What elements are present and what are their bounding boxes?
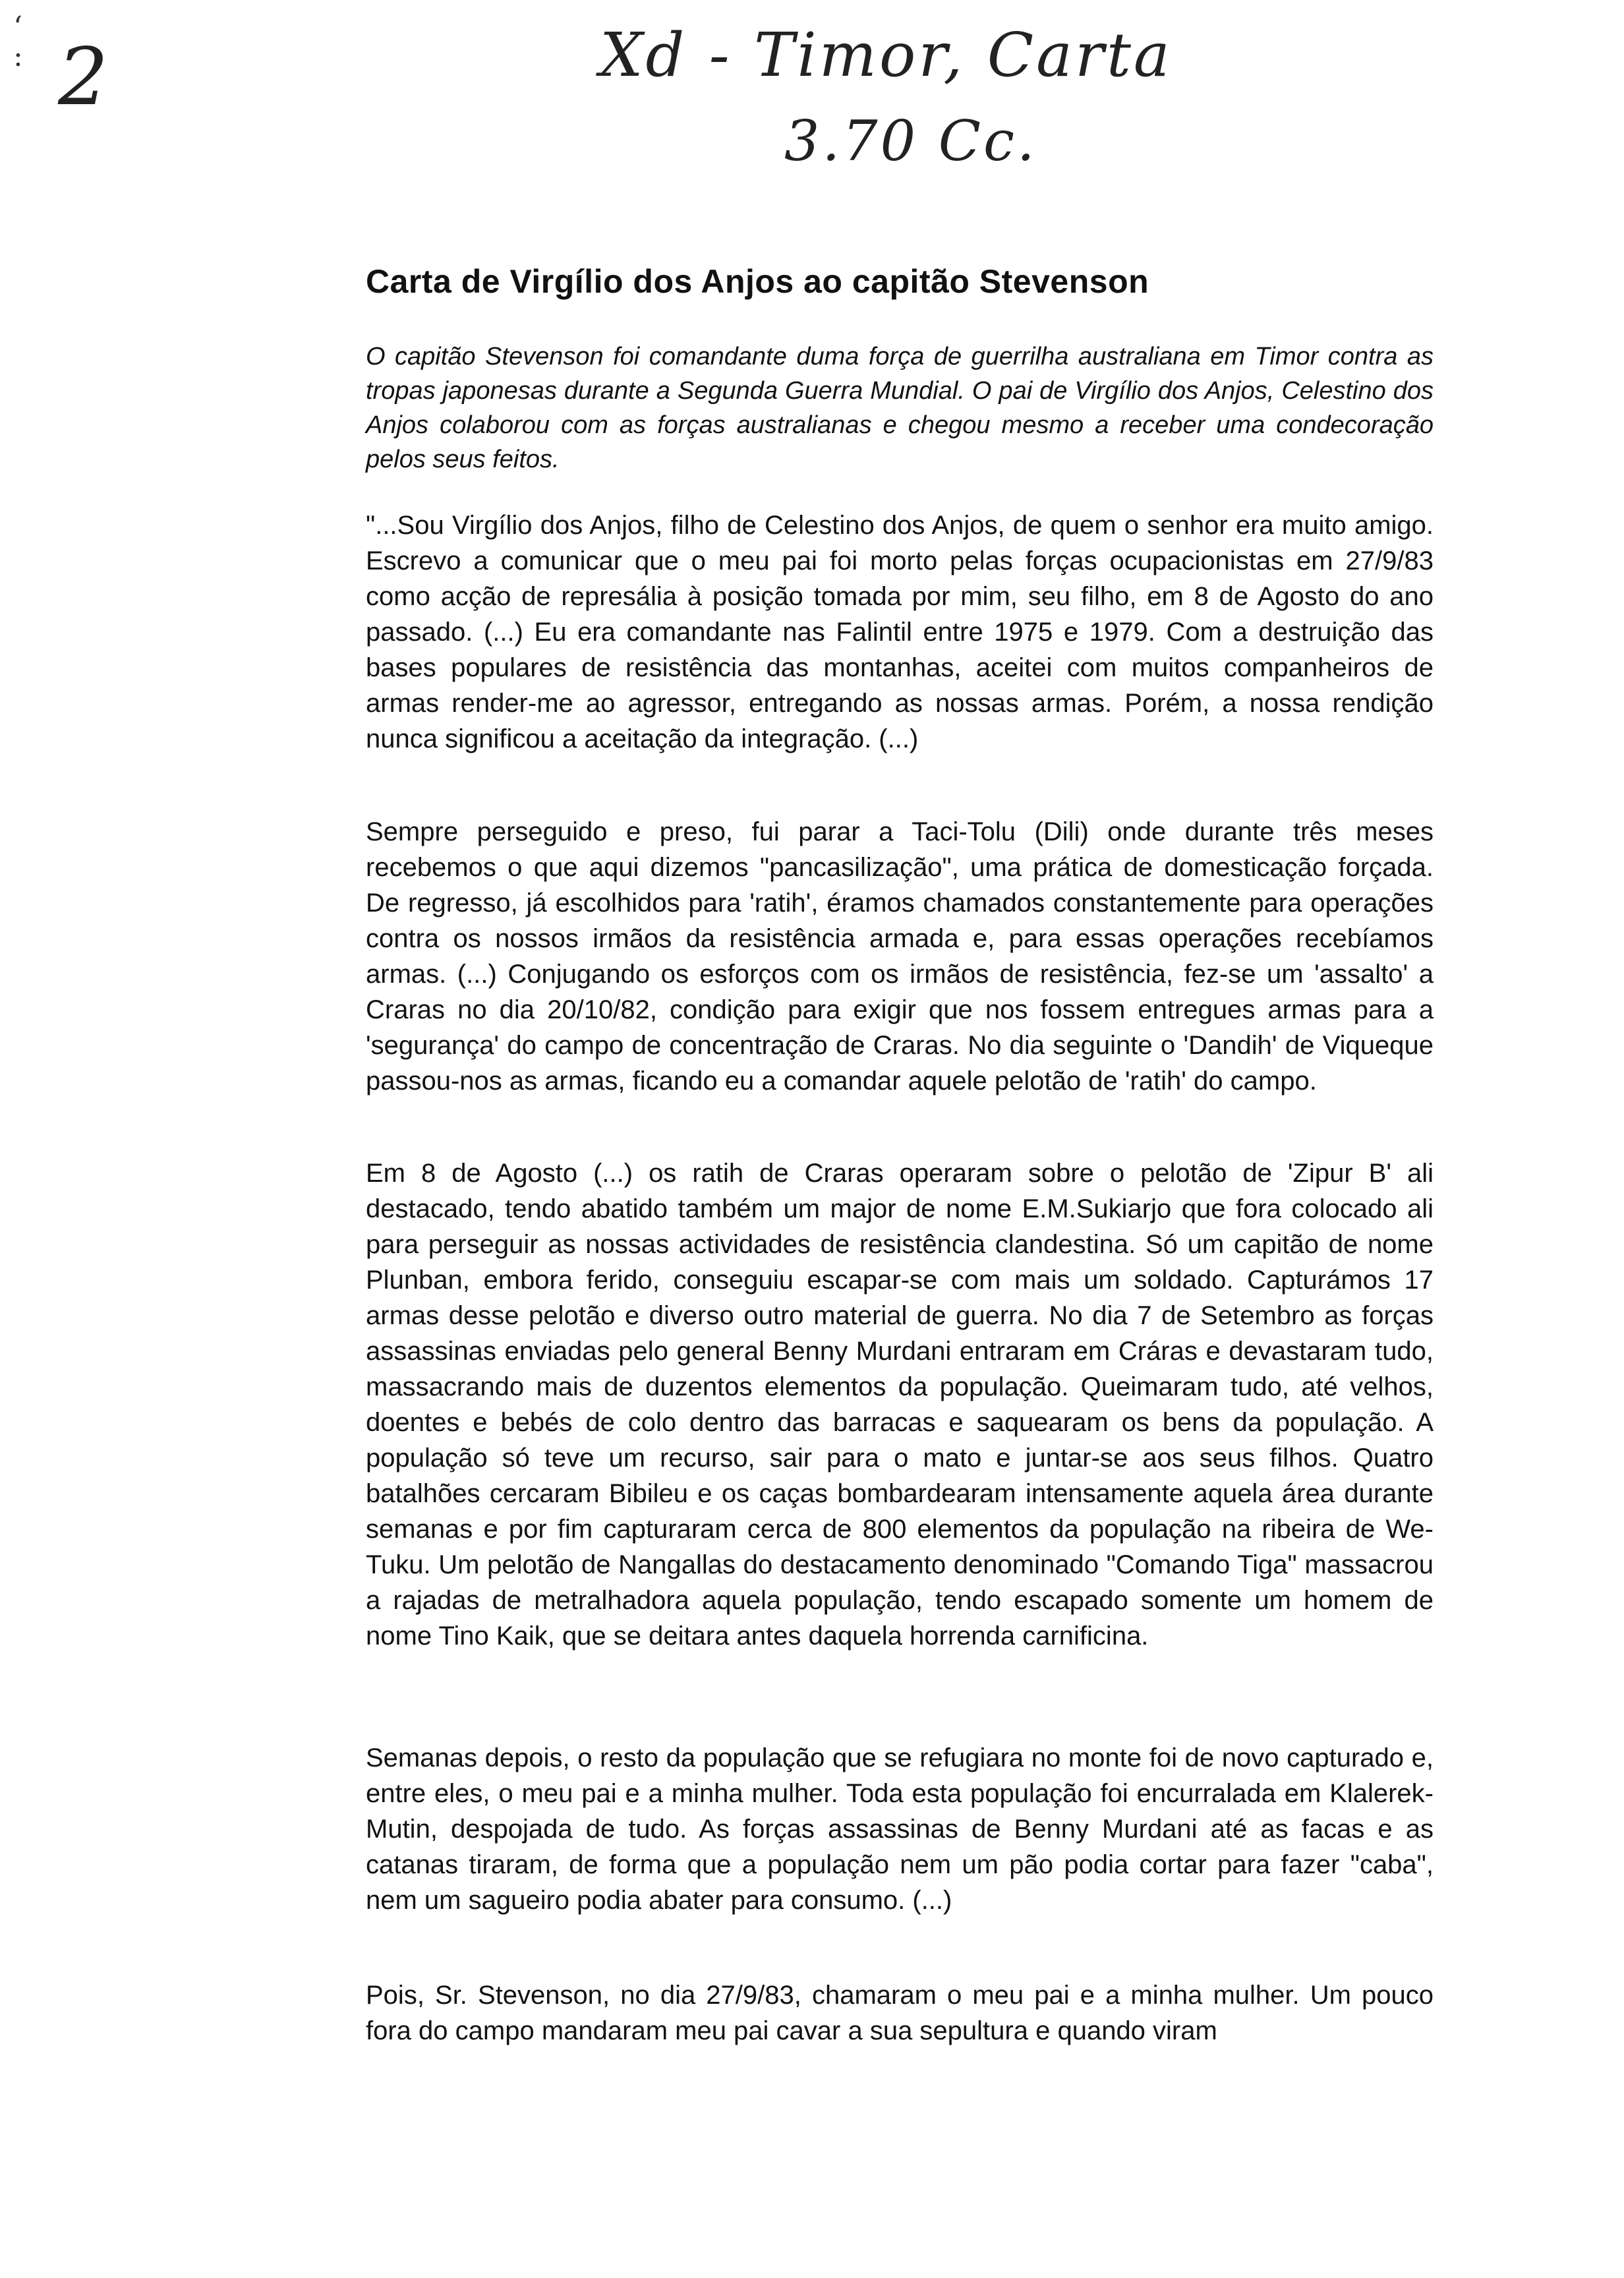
intro-paragraph: O capitão Stevenson foi comandante duma força de guerrilha australiana em Timor contra as tropas japonesas durante a Segunda Guerra Mundial. O pai de Virgílio dos Anjos, Celestino dos Anjos colaborou com as forças australianas e chegou mesmo a receber uma condecoração pelos seus feitos. <box>366 343 1434 473</box>
letter-paragraph-3: Em 8 de Agosto (...) os ratih de Craras operaram sobre o pelotão de 'Zipur B' ali destacado, tendo abatido também um major de nome E.M.Sukiarjo que fora colocado ali para perseguir as nossas actividades de resistência clandestina. Só um capitão de nome Plunban, embora ferido, conseguiu escapar-se com mais um soldado. Capturámos 17 armas desse pelotão e diverso outro material de guerra. No dia 7 de Setembro as forças assassinas enviadas pelo general Benny Murdani entraram em Cráras e devastaram tudo, massacrando mais de duzentos elementos da população. Queimaram tudo, até velhos, doentes e bebés de colo dentro das barracas e saquearam os bens da população. A população só teve um recurso, sair para o mato e juntar-se aos seus filhos. Quatro batalhões cercaram Bibileu e os caças bombardearam intensamente aquela área durante semanas e por fim capturaram cerca de 800 elementos da população na ribeira de We-Tuku. Um pelotão de Nangallas do destacamento denominado "Comando Tiga" massacrou a rajadas de metralhadora aquela população, tendo escapado somente um homem de nome Tino Kaik, que se deitara antes daquela horrenda carnificina. <box>366 1159 1434 1650</box>
margin-marks: ʻ : <box>13 11 23 73</box>
letter-paragraph-5: Pois, Sr. Stevenson, no dia 27/9/83, chamaram o meu pai e a minha mulher. Um pouco fora do campo mandaram meu pai cavar a sua sepultura e quando viram <box>366 1981 1434 2045</box>
letter-paragraph-4: Semanas depois, o resto da população que se refugiara no monte foi de novo capturado e, entre eles, o meu pai e a minha mulher. Toda esta população foi encurralada em Klalerek-Mutin, despojada de tudo. As forças assassinas de Benny Murdani até as facas e as catanas tiraram, de forma que a população nem um pão podia cortar para fazer "caba", nem um sagueiro podia abater para consumo. (...) <box>366 1743 1434 1915</box>
handwritten-annotation-reference: Xd - Timor, Carta <box>600 20 1173 90</box>
letter-paragraph-1: "...Sou Virgílio dos Anjos, filho de Celestino dos Anjos, de quem o senhor era muito amigo. Escrevo a comunicar que o meu pai foi morto pelas forças ocupacionistas em 27/9/83 como acção de represália à posição tomada por mim, seu filho, em 8 de Agosto do ano passado. (...) Eu era comandante nas Falintil entre 1975 e 1979. Com a destruição das bases populares de resistência das montanhas, aceitei com muitos companheiros de armas render-me ao agressor, entregando as nossas armas. Porém, a nossa rendição nunca significou a aceitação da integração. (...) <box>366 511 1434 753</box>
letter-paragraph-2: Sempre perseguido e preso, fui parar a Taci-Tolu (Dili) onde durante três meses recebemos o que aqui dizemos "pancasilização", uma prática de domesticação forçada. De regresso, já escolhidos para 'ratih', éramos chamados constantemente para operações contra os nossos irmãos da resistência armada e, para essas operações recebíamos armas. (...) Conjugando os esforços com os irmãos de resistência, fez-se um 'assalto' a Craras no dia 20/10/82, condição para exigir que nos fossem entregues armas para a 'segurança' do campo de concentração de Craras. No dia seguinte o 'Dandih' de Viqueque passou-nos as armas, ficando eu a comandar aquele pelotão de 'ratih' do campo. <box>366 817 1434 1095</box>
handwritten-annotation-code: 3.70 Cc. <box>784 109 1037 173</box>
document-title: Carta de Virgílio dos Anjos ao capitão Stevenson <box>366 263 1149 300</box>
page-number: 2 <box>58 32 109 123</box>
